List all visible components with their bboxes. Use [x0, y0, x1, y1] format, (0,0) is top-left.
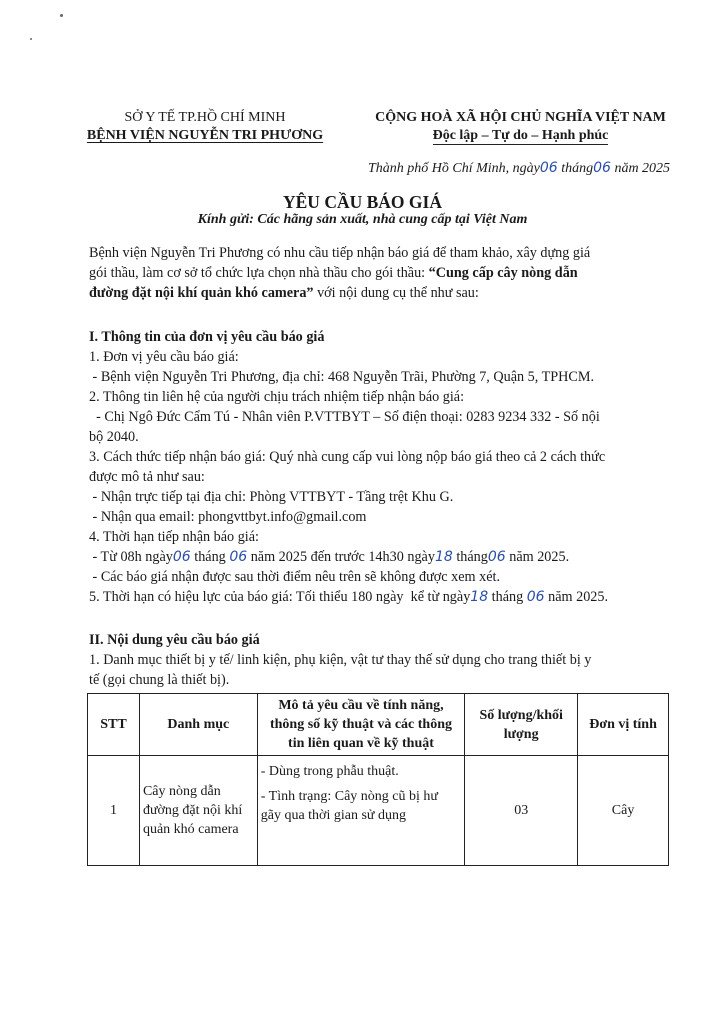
col-header-description-line: thông số kỹ thuật và các thông [269, 717, 452, 732]
nation-line2 [368, 128, 673, 144]
s2-item1-line1: 1. Danh mục thiết bị y tế/ linh kiện, phụ kiện, vật tư thay thế sử dụng cho trang thiết bị y [89, 652, 592, 668]
cell-item-name-line: Cây nòng dẫn [142, 784, 221, 799]
hospital-name: BỆNH VIỆN NGUYỄN TRI PHƯƠNG [86, 128, 324, 143]
s1-item4-text-e: năm 2025. [505, 549, 570, 565]
intro-line3-text: với nội dung cụ thể như sau: [313, 285, 479, 301]
cell-item-name-line: quản khó camera [142, 822, 239, 837]
s1-item5-text-a: 5. Thời hạn có hiệu lực của báo giá: Tối thiểu 180 ngày kể từ ngày [89, 589, 471, 605]
intro-paragraph [89, 243, 649, 303]
quote-request-table [87, 693, 669, 866]
s1-item4-deadline [89, 547, 649, 567]
handwritten-day: 06 [172, 549, 191, 565]
table-row [88, 756, 669, 866]
s1-item2-detail-line1: - Chị Ngô Đức Cẩm Tú - Nhân viên P.VTTBYT – Số điện thoại: 0283 9234 332 - Số nội [89, 409, 600, 425]
s1-item3-detail2: - Nhận qua email: phongvttbyt.info@gmail.com [89, 509, 367, 525]
s1-item5-text-b: tháng [488, 589, 527, 605]
s1-item5 [89, 587, 649, 607]
handwritten-month: 06 [526, 589, 545, 605]
package-name-part2: đường đặt nội khí quản khó camera” [89, 285, 314, 301]
s1-item1: 1. Đơn vị yêu cầu báo giá: [89, 349, 239, 365]
intro-line2-text: gói thầu, làm cơ sở tổ chức lựa chọn nhà thầu cho gói thầu: [89, 265, 429, 281]
col-header-unit: Đơn vị tính [578, 694, 669, 756]
date-line [368, 160, 670, 177]
section-1 [89, 327, 649, 607]
document-title: YÊU CẦU BÁO GIÁ [283, 192, 442, 212]
cell-quantity: 03 [465, 756, 578, 866]
s1-item3-line1: 3. Cách thức tiếp nhận báo giá: Quý nhà cung cấp vui lòng nộp báo giá theo cả 2 cách thức [89, 449, 606, 465]
cell-description-line: gãy qua thời gian sử dụng [260, 808, 406, 823]
section-1-heading: I. Thông tin của đơn vị yêu cầu báo giá [89, 329, 325, 345]
col-header-description [257, 694, 465, 756]
s1-item4-text-d: tháng [452, 549, 488, 565]
handwritten-month: 06 [229, 549, 248, 565]
handwritten-month: 06 [593, 160, 611, 176]
s1-item4-text-a: - Từ 08h ngày [89, 549, 173, 565]
section-2 [89, 630, 649, 690]
cell-description-line: - Tình trạng: Cây nòng cũ bị hư [260, 789, 438, 804]
col-header-description-line: tin liên quan về kỹ thuật [288, 736, 434, 751]
scan-speck [30, 38, 32, 40]
handwritten-month: 06 [487, 549, 506, 565]
scan-speck [60, 14, 63, 17]
cell-description [257, 756, 465, 866]
document-subtitle: Kính gửi: Các hãng sản xuất, nhà cung cấp tại Việt Nam [197, 212, 528, 227]
s1-item2: 2. Thông tin liên hệ của người chịu trách nhiệm tiếp nhận báo giá: [89, 389, 465, 405]
motto: Độc lập – Tự do – Hạnh phúc [432, 128, 609, 143]
handwritten-day: 06 [539, 160, 558, 176]
cell-item-name [139, 756, 257, 866]
col-header-quantity-line: lượng [503, 726, 539, 742]
col-header-name: Danh mục [139, 694, 257, 756]
s1-item5-text-c: năm 2025. [544, 589, 609, 605]
col-header-description-line: Mô tả yêu cầu về tính năng, [278, 698, 444, 713]
col-header-quantity-line: Số lượng/khối [479, 707, 563, 723]
cell-unit: Cây [578, 756, 669, 866]
org-line2 [80, 128, 330, 144]
intro-line1: Bệnh viện Nguyễn Tri Phương có nhu cầu tiếp nhận báo giá để tham khảo, xây dựng giá [89, 245, 591, 261]
table-header-row [88, 694, 669, 756]
intro-line3 [89, 283, 649, 303]
cell-stt: 1 [88, 756, 140, 866]
col-header-stt: STT [88, 694, 140, 756]
date-prefix: Thành phố Hồ Chí Minh, ngày [368, 161, 540, 176]
s1-item4-text-c: năm 2025 đến trước 14h30 ngày [247, 549, 435, 565]
s1-item4: 4. Thời hạn tiếp nhận báo giá: [89, 529, 259, 545]
handwritten-day: 18 [434, 549, 453, 565]
cell-description-line: - Dùng trong phẫu thuật. [260, 764, 399, 779]
intro-line2 [89, 263, 649, 283]
s1-item4-text-b: tháng [190, 549, 230, 565]
handwritten-day: 18 [470, 589, 489, 605]
s1-item2-detail-line2: bộ 2040. [89, 429, 139, 445]
s1-item3-detail1: - Nhận trực tiếp tại địa chỉ: Phòng VTTBYT - Tầng trệt Khu G. [89, 489, 454, 505]
cell-item-name-line: đường đặt nội khí [142, 803, 243, 818]
date-suffix: năm 2025 [614, 161, 671, 176]
date-month-label: tháng [561, 161, 594, 176]
nation-line1: CỘNG HOÀ XÃ HỘI CHỦ NGHĨA VIỆT NAM [375, 110, 666, 125]
package-name-part1: “Cung cấp cây nòng dẫn [428, 265, 578, 281]
s1-item1-detail: - Bệnh viện Nguyễn Tri Phương, địa chỉ: 468 Nguyễn Trãi, Phường 7, Quận 5, TPHCM. [89, 369, 595, 385]
org-line1: SỞ Y TẾ TP.HỒ CHÍ MINH [124, 110, 286, 125]
col-header-quantity [465, 694, 578, 756]
section-2-heading: II. Nội dung yêu cầu báo giá [89, 632, 260, 648]
s1-item4-note: - Các báo giá nhận được sau thời điểm nêu trên sẽ không được xem xét. [89, 569, 500, 585]
s2-item1-line2: tế (gọi chung là thiết bị). [89, 672, 230, 688]
s1-item3-line2: được mô tả như sau: [89, 469, 205, 485]
